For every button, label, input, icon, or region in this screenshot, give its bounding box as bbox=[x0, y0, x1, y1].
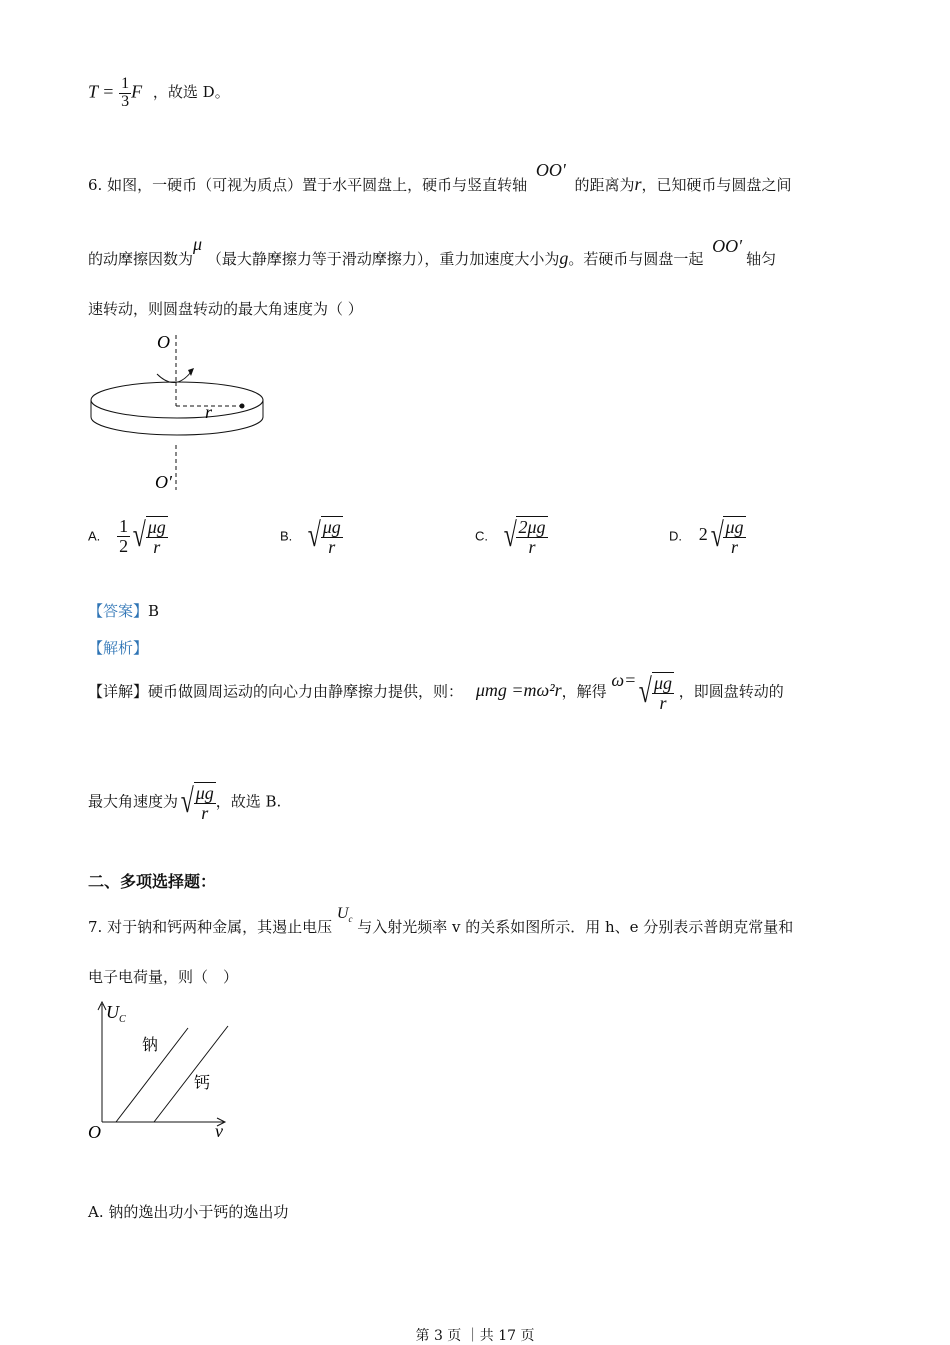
sqrt: √ $\frac{\mu g}{r}$ bbox=[307, 517, 341, 557]
axis-label: OO′ bbox=[712, 236, 743, 256]
sqrt: √ $\frac{\mu g}{r}$ bbox=[132, 517, 166, 557]
text: 。若硬币与圆盘一起 bbox=[568, 250, 704, 268]
axis-label: OO' bbox=[535, 160, 566, 180]
numerator: 2μg bbox=[518, 517, 546, 537]
calcium-label: 钙 bbox=[194, 1073, 211, 1092]
denominator: r bbox=[659, 692, 667, 713]
text: ，已知硬币与圆盘之间 bbox=[641, 176, 792, 194]
q7-option-a[interactable]: A. 钠的逸出功小于钙的逸出功 bbox=[88, 1203, 289, 1221]
equation: μmg =mω²r bbox=[475, 680, 562, 701]
option-label: D. bbox=[669, 528, 682, 544]
q6-line3: 速转动，则圆盘转动的最大角速度为（ ） bbox=[88, 300, 363, 318]
text: （最大静摩擦力等于滑动摩擦力），重力加速度大小为 bbox=[206, 250, 560, 268]
var-g: g bbox=[559, 248, 569, 268]
uc-main: U bbox=[336, 905, 349, 922]
disk-top bbox=[91, 382, 263, 418]
numerator: μg bbox=[195, 783, 214, 803]
text: 最大角速度为 bbox=[88, 792, 179, 811]
page-footer: 第 3 页 ｜共 17 页 bbox=[415, 1328, 535, 1344]
answer-value: B bbox=[148, 602, 160, 620]
q6-line2 bbox=[88, 234, 777, 269]
answer-line bbox=[88, 600, 159, 621]
uc-frequency-graph bbox=[85, 998, 245, 1148]
numerator: μg bbox=[725, 517, 744, 537]
text: ，即圆盘转动的 bbox=[678, 682, 784, 701]
option-label: C. bbox=[475, 528, 488, 544]
sqrt: √ $\frac{\mu g}{r}$ bbox=[180, 783, 214, 823]
text: 的距离为 bbox=[574, 176, 635, 194]
numerator: μg bbox=[653, 673, 672, 693]
denominator: r bbox=[328, 536, 336, 557]
label-o-prime: O′ bbox=[155, 472, 172, 492]
label-r: r bbox=[205, 402, 213, 422]
detail-line bbox=[88, 672, 784, 713]
denominator: 3 bbox=[121, 92, 130, 110]
option-a[interactable] bbox=[88, 516, 168, 557]
rotation-arrow-icon bbox=[157, 372, 191, 383]
y-label: $U_C$ bbox=[106, 1002, 126, 1025]
denominator: r bbox=[730, 536, 738, 557]
omega: ω= bbox=[611, 670, 637, 691]
coef: 2 bbox=[698, 524, 708, 545]
answer-tag: 【答案】 bbox=[88, 602, 149, 620]
var-r: r bbox=[634, 174, 642, 194]
rotating-disk-figure bbox=[85, 330, 275, 495]
detail-tag: 【详解】 bbox=[88, 682, 149, 701]
option-c[interactable] bbox=[475, 516, 548, 557]
sqrt: √ $\frac{\mu g}{r}$ bbox=[710, 517, 744, 557]
text: ，故选 B. bbox=[215, 792, 282, 811]
previous-answer bbox=[88, 76, 230, 111]
formula-var: F bbox=[131, 81, 143, 102]
calcium-line bbox=[154, 1026, 228, 1122]
denominator: 2 bbox=[119, 535, 129, 556]
origin-label: O bbox=[88, 1122, 101, 1142]
denominator: r bbox=[153, 536, 161, 557]
section-heading: 二、多项选择题： bbox=[88, 872, 217, 891]
fraction bbox=[119, 76, 131, 111]
text: 轴匀 bbox=[746, 250, 777, 268]
numerator: μg bbox=[147, 517, 166, 537]
sqrt: √ $\frac{\mu g}{r}$ bbox=[639, 673, 672, 713]
option-b[interactable] bbox=[280, 516, 343, 557]
numerator: μg bbox=[322, 517, 341, 537]
text: ，故选 D。 bbox=[152, 83, 230, 102]
numerator: 1 bbox=[119, 516, 129, 536]
text: 与入射光频率 v 的关系如图所示．用 h、e 分别表示普朗克常量和 bbox=[357, 918, 794, 936]
sqrt: √ $\frac{2\mu g}{r}$ bbox=[503, 517, 546, 557]
option-label: B. bbox=[280, 528, 293, 544]
q7-line1 bbox=[88, 905, 794, 938]
analysis-tag: 【解析】 bbox=[88, 639, 149, 657]
formula-lhs: T = bbox=[88, 81, 115, 102]
uc-symbol bbox=[336, 905, 353, 925]
denominator: r bbox=[201, 802, 209, 823]
option-d[interactable] bbox=[669, 516, 746, 557]
var-mu: μ bbox=[193, 234, 203, 254]
option-label: A. bbox=[88, 528, 101, 544]
text: ，解得 bbox=[561, 682, 607, 701]
q6-line1 bbox=[88, 160, 792, 195]
label-o: O bbox=[157, 332, 170, 352]
text: 的动摩擦因数为 bbox=[88, 250, 194, 268]
numerator: 1 bbox=[121, 75, 130, 92]
q7-line2: 电子电荷量，则（ ） bbox=[88, 968, 239, 986]
sodium-label: 钠 bbox=[142, 1035, 159, 1054]
uc-sub: c bbox=[348, 914, 353, 925]
text: 7. 对于钠和钙两种金属，其遏止电压 bbox=[88, 918, 333, 936]
conclusion-line bbox=[88, 782, 281, 823]
coef-fraction bbox=[117, 517, 130, 556]
x-label: v bbox=[215, 1121, 223, 1141]
coin bbox=[240, 404, 245, 409]
text: 6. 如图，一硬币（可视为质点）置于水平圆盘上，硬币与竖直转轴 bbox=[88, 176, 528, 194]
denominator: r bbox=[528, 536, 536, 557]
text: 硬币做圆周运动的向心力由静摩擦力提供，则： bbox=[148, 682, 464, 701]
